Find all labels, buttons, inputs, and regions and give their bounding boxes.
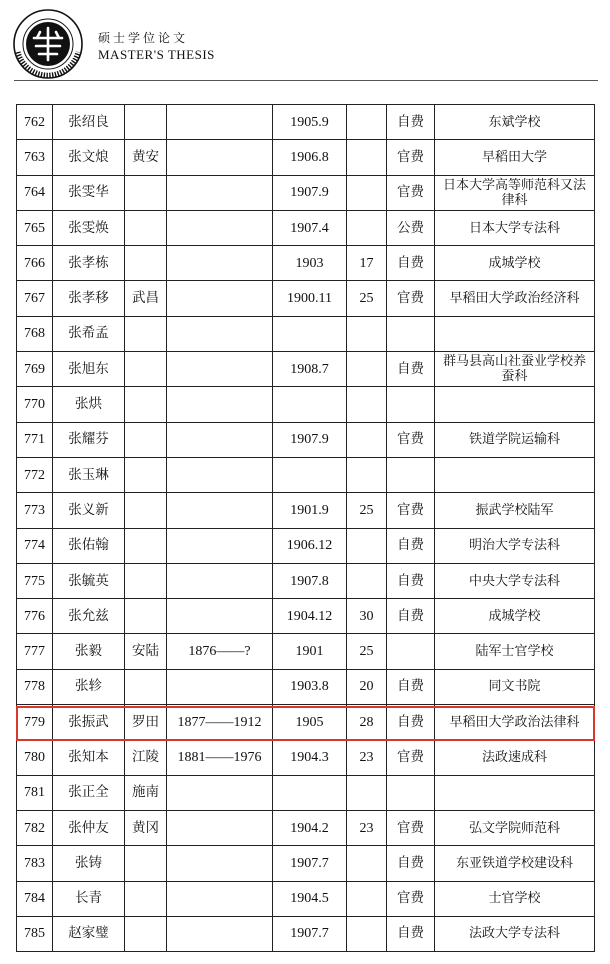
age-cell: 25 [347,493,387,528]
lifespan-cell [167,528,273,563]
lifespan-cell [167,846,273,881]
row-number: 762 [17,105,53,140]
age-cell [347,316,387,351]
lifespan-cell: 1877——1912 [167,705,273,740]
funding-cell [387,387,435,422]
age-cell [347,563,387,598]
table-row [17,599,595,634]
funding-cell: 官费 [387,493,435,528]
age-cell [347,175,387,210]
origin-cell: 安陆 [125,634,167,669]
date-cell: 1903.8 [273,669,347,704]
name-cell: 张毅 [53,634,125,669]
date-cell: 1907.8 [273,563,347,598]
age-cell [347,528,387,563]
name-cell: 张正全 [53,775,125,810]
origin-cell [125,457,167,492]
lifespan-cell [167,493,273,528]
lifespan-cell [167,422,273,457]
origin-cell [125,210,167,245]
name-cell: 张铸 [53,846,125,881]
row-number: 778 [17,669,53,704]
lifespan-cell [167,246,273,281]
lifespan-cell [167,881,273,916]
destination-cell [435,775,595,810]
origin-cell [125,916,167,951]
name-cell: 长青 [53,881,125,916]
date-cell: 1907.4 [273,210,347,245]
destination-cell: 东斌学校 [435,105,595,140]
age-cell [347,387,387,422]
funding-cell: 自费 [387,105,435,140]
funding-cell [387,634,435,669]
age-cell: 17 [347,246,387,281]
funding-cell: 官费 [387,881,435,916]
funding-cell: 自费 [387,599,435,634]
table-row [17,634,595,669]
table-row [17,352,595,387]
row-number: 775 [17,563,53,598]
name-cell: 张绍良 [53,105,125,140]
name-cell: 张耀芬 [53,422,125,457]
funding-cell: 自费 [387,846,435,881]
age-cell: 28 [347,705,387,740]
lifespan-cell: 1881——1976 [167,740,273,775]
row-number: 773 [17,493,53,528]
origin-cell [125,563,167,598]
origin-cell [125,246,167,281]
age-cell [347,881,387,916]
funding-cell: 公费 [387,210,435,245]
lifespan-cell [167,175,273,210]
table-row [17,387,595,422]
row-number: 784 [17,881,53,916]
destination-cell: 法政大学专法科 [435,916,595,951]
table-row [17,669,595,704]
row-number: 777 [17,634,53,669]
name-cell: 张玉琳 [53,457,125,492]
row-number: 770 [17,387,53,422]
origin-cell: 黄安 [125,140,167,175]
row-number: 767 [17,281,53,316]
row-number: 785 [17,916,53,951]
date-cell: 1904.5 [273,881,347,916]
lifespan-cell [167,563,273,598]
name-cell: 张义新 [53,493,125,528]
destination-cell: 明治大学专法科 [435,528,595,563]
age-cell [347,105,387,140]
age-cell: 25 [347,281,387,316]
university-seal-icon [12,8,84,80]
table-row [17,563,595,598]
funding-cell [387,316,435,351]
name-cell: 张毓英 [53,563,125,598]
age-cell [347,140,387,175]
name-cell: 张旭东 [53,352,125,387]
age-cell [347,352,387,387]
date-cell [273,387,347,422]
origin-cell: 黄冈 [125,810,167,845]
origin-cell [125,669,167,704]
date-cell: 1904.12 [273,599,347,634]
destination-cell: 同文书院 [435,669,595,704]
age-cell: 20 [347,669,387,704]
funding-cell [387,457,435,492]
age-cell: 23 [347,740,387,775]
destination-cell: 陆军士官学校 [435,634,595,669]
date-cell: 1903 [273,246,347,281]
date-cell: 1907.9 [273,175,347,210]
name-cell: 张仲友 [53,810,125,845]
lifespan-cell [167,105,273,140]
funding-cell: 官费 [387,422,435,457]
date-cell: 1906.12 [273,528,347,563]
table-row [17,105,595,140]
destination-cell: 早稻田大学政治法律科 [435,705,595,740]
origin-cell [125,105,167,140]
thesis-title-cn: 硕士学位论文 [98,31,189,45]
row-number: 769 [17,352,53,387]
age-cell: 30 [347,599,387,634]
date-cell: 1906.8 [273,140,347,175]
funding-cell: 自费 [387,246,435,281]
destination-cell: 日本大学专法科 [435,210,595,245]
name-cell: 张知本 [53,740,125,775]
age-cell [347,210,387,245]
lifespan-cell [167,669,273,704]
lifespan-cell [167,210,273,245]
destination-cell: 成城学校 [435,599,595,634]
funding-cell: 官费 [387,810,435,845]
destination-cell: 成城学校 [435,246,595,281]
origin-cell: 江陵 [125,740,167,775]
destination-cell: 早稻田大学政治经济科 [435,281,595,316]
lifespan-cell [167,457,273,492]
date-cell: 1901.9 [273,493,347,528]
page-header [0,0,610,80]
thesis-title-en: MASTER'S THESIS [98,47,215,62]
table-row [17,740,595,775]
row-number: 763 [17,140,53,175]
origin-cell [125,599,167,634]
name-cell: 张雯华 [53,175,125,210]
row-number: 781 [17,775,53,810]
lifespan-cell [167,140,273,175]
origin-cell: 罗田 [125,705,167,740]
name-cell: 张希孟 [53,316,125,351]
funding-cell: 自费 [387,916,435,951]
lifespan-cell [167,810,273,845]
lifespan-cell [167,316,273,351]
destination-cell [435,457,595,492]
table-row [17,775,595,810]
date-cell: 1905.9 [273,105,347,140]
destination-cell: 中央大学专法科 [435,563,595,598]
destination-cell [435,387,595,422]
date-cell: 1904.2 [273,810,347,845]
funding-cell: 自费 [387,705,435,740]
table-row [17,316,595,351]
origin-cell [125,493,167,528]
row-number: 779 [17,705,53,740]
table-row [17,210,595,245]
row-number: 764 [17,175,53,210]
date-cell: 1907.7 [273,916,347,951]
lifespan-cell [167,352,273,387]
origin-cell [125,387,167,422]
origin-cell [125,881,167,916]
destination-cell: 振武学校陆军 [435,493,595,528]
name-cell: 张烘 [53,387,125,422]
name-cell: 张轸 [53,669,125,704]
row-number: 772 [17,457,53,492]
name-cell: 张孝移 [53,281,125,316]
destination-cell: 法政速成科 [435,740,595,775]
table-row [17,281,595,316]
lifespan-cell [167,775,273,810]
table-row [17,422,595,457]
table-row [17,528,595,563]
row-number: 780 [17,740,53,775]
lifespan-cell [167,916,273,951]
origin-cell [125,846,167,881]
destination-cell: 群马县高山社蚕业学校养蚕科 [435,352,595,387]
date-cell: 1901 [273,634,347,669]
name-cell: 张佑翰 [53,528,125,563]
age-cell [347,422,387,457]
age-cell [347,457,387,492]
date-cell: 1908.7 [273,352,347,387]
table-row [17,175,595,210]
funding-cell: 自费 [387,352,435,387]
row-number: 776 [17,599,53,634]
date-cell [273,775,347,810]
funding-cell: 官费 [387,740,435,775]
lifespan-cell: 1876——? [167,634,273,669]
name-cell: 张孝栋 [53,246,125,281]
header-divider [14,80,598,81]
table-row [17,705,595,740]
origin-cell: 武昌 [125,281,167,316]
table-row [17,810,595,845]
destination-cell: 铁道学院运输科 [435,422,595,457]
funding-cell: 自费 [387,528,435,563]
row-number: 768 [17,316,53,351]
name-cell: 赵家璧 [53,916,125,951]
date-cell: 1905 [273,705,347,740]
lifespan-cell [167,281,273,316]
destination-cell: 士官学校 [435,881,595,916]
table-row [17,881,595,916]
date-cell [273,316,347,351]
funding-cell: 官费 [387,175,435,210]
table-row [17,457,595,492]
origin-cell [125,528,167,563]
row-number: 783 [17,846,53,881]
age-cell [347,846,387,881]
age-cell: 23 [347,810,387,845]
name-cell: 张振武 [53,705,125,740]
destination-cell [435,316,595,351]
origin-cell [125,175,167,210]
table-row [17,140,595,175]
table-row [17,246,595,281]
funding-cell: 官费 [387,281,435,316]
row-number: 766 [17,246,53,281]
row-number: 782 [17,810,53,845]
age-cell [347,775,387,810]
date-cell: 1907.9 [273,422,347,457]
lifespan-cell [167,599,273,634]
name-cell: 张允兹 [53,599,125,634]
date-cell: 1907.7 [273,846,347,881]
age-cell: 25 [347,634,387,669]
destination-cell: 早稻田大学 [435,140,595,175]
destination-cell: 东亚铁道学校建设科 [435,846,595,881]
origin-cell: 施南 [125,775,167,810]
lifespan-cell [167,387,273,422]
table-row [17,916,595,951]
name-cell: 张雯焕 [53,210,125,245]
date-cell [273,457,347,492]
origin-cell [125,352,167,387]
origin-cell [125,316,167,351]
origin-cell [125,422,167,457]
row-number: 765 [17,210,53,245]
name-cell: 张文烺 [53,140,125,175]
destination-cell: 日本大学高等师范科又法律科 [435,175,595,210]
destination-cell: 弘文学院师范科 [435,810,595,845]
age-cell [347,916,387,951]
row-number: 771 [17,422,53,457]
row-number: 774 [17,528,53,563]
funding-cell: 自费 [387,563,435,598]
funding-cell [387,775,435,810]
funding-cell: 官费 [387,140,435,175]
student-table [16,104,595,952]
table-row [17,846,595,881]
funding-cell: 自费 [387,669,435,704]
table-row [17,493,595,528]
date-cell: 1904.3 [273,740,347,775]
date-cell: 1900.11 [273,281,347,316]
